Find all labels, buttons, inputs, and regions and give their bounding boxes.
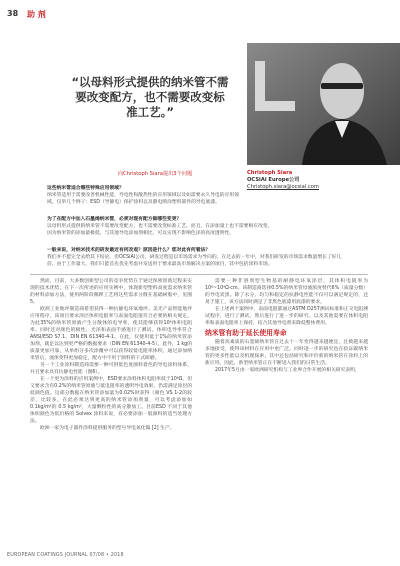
- person-email[interactable]: Christoph.siara@ocsial.com: [247, 184, 319, 190]
- answer-1: 纳米管适用于需要改善机械性能、导电性和散热性的应用领域以及如需要永久导电的应用领域。仅举几个例子：ESD（导静电）保护涂料以及静电喷涂塑料部件的导电底漆。: [47, 192, 239, 205]
- paragraph: 然而，目前，大多数创新型公司的竞争优势在于通过保密创新过程来实现的技术优势。在下一次所述的应用实例中，体现新型塑料高度需求纳米管的材料添加方法，使用两阶段稀释工艺将这些需求分散在基础树脂中，见图5。: [30, 279, 192, 305]
- section-title: 助 剂: [27, 10, 46, 19]
- page-number: 38: [7, 9, 19, 18]
- paragraph: 另一个工业涂料制造商需要一种可供低色度颜料着色的导电涂料体系，并且要求具有抗静电性能（图6）。: [30, 363, 192, 375]
- question-1: 这些纳米管适合哪些特殊应用领域？: [47, 186, 124, 191]
- person-name: Christoph Siara: [247, 170, 293, 176]
- footer: EUROPEAN COATINGS JOURNAL 07/08 • 2018: [7, 553, 124, 558]
- answer-2: 以母料形式提供的纳米管不需要改变配方，也不需要改变标准工艺。而且，在添加量上也不需要相应改变，因为纳米管的添加量极低，与其他导电添加剂相比，可以实现不影响色泽的高度透明性。: [47, 223, 273, 236]
- paragraph: 需要一种非溶剂型生物基的耐静电环氧涂层，其体积电阻率为10⁶~10⁹Ω·cm。该制造商选择0.5%的纳米管母液浓度替代6%（质量分数）的导电炭黑。除了水分，均匀和稳定的抗静电性能不仅可以满足规定的，还易于施工，该方法同时满足了非黑色底漆用底漆的要求。: [205, 279, 368, 305]
- body-column-left: [30, 278, 192, 548]
- question-3: 一般来说，对纳米技术的研发最近有何改观？原因是什么？您对此有何看法？: [47, 248, 211, 253]
- qa-block-2: [47, 217, 277, 237]
- paragraph: 欧洲一家为电子器件涂料提供服务的型号导电氧化镍 [2] 生产。: [40, 426, 175, 431]
- person-card: [247, 170, 319, 191]
- interviewer-line: 向Christoph Siara提出3个问题: [117, 171, 193, 177]
- paragraph: 在上述两个案例中，表面电阻都通过ASTM D257测试标准和正交电阻测试程序，进行了测试，然后进行了进一步的研究。以及其他需要在体积电阻率和表面电阻率上保持，结合其他导电剂来降低整体费用。: [205, 307, 368, 326]
- body-column-right: [205, 278, 368, 548]
- paragraph: 2017年5月由一家欧洲研究机构与工业界合作开展的相关研究表明，: [215, 368, 360, 373]
- portrait-image: [247, 43, 400, 165]
- portrait-photo: [247, 43, 400, 165]
- divider: [30, 274, 368, 275]
- qa-block-3: [47, 248, 347, 268]
- paragraph: 在一个更为涂料的应用案例中，ESD要求涂料体积电阻率低于10⁶Ω，但又要求含有0.2%的纳米管原液与低电阻率的透明导电效果，仍需满足涂层的低颜色值。这部分数据在纳米管添加量为0.02%时获得（颜色 VS 1-2的较差，比较多，在此必须达到更高的纳米管添加剂量，可以考虑添加如0.1kg/m²的 0.5 kg/m²，大量颗粒性的高分散加工。目前ESD 不同于其他体积颜色为低价格的 Solvex 涂料来说，有必要添加一般颜料的适当处理方法。: [30, 377, 192, 424]
- qa-block-1: [47, 186, 239, 206]
- question-2: 为了在配方中加入石墨烯纳米管，必须对现有配方做哪些变更？: [47, 217, 182, 222]
- paragraph: 随着高素质的石墨烯纳米管在过去十一年变得越来越便宜，且被越来越多地接受，使得该材料在应用中更广泛。同时进一步的研究也在验证碳纳米管的更多性能以及机理探索，其中还包括研究和评价新的纳米管在涂料上的新应用。因此，新型纳米管正在不断进入我们的日常生活。: [205, 340, 368, 366]
- answer-3: 我们并不愿完全去给其下结论，但OCSiAl公司，研发过程是以市场需求为导向的。在过去的一年中，对我们研发的市场需求数量增长了好几倍。由于工作量大，我们只能首先优先考虑并发送用于要求最高市场解决方案的项目，其中包括涂料市场。: [47, 254, 342, 267]
- subheading: 纳米管有助于延长使用寿命: [205, 329, 287, 337]
- person-org: OCSiAl Europe公司: [247, 177, 300, 183]
- paragraph: 欧洲工业地坪制造商希望获得一种抗静电环氧地坪。美光产品智能地坪应用程序，该项目要求涂层体积电阻率与表面电阻值符合必要的相关规定。为此35%的纳米管原液产生分散体的电导率，使其能够获得10⁶体积电阻率，同时还对颜色的极性、光泽和表面手感进行了测试，体积电导率符合ANSI/ESD S7.1、DIN EN 61340-4-1。在此，仅使用低于1%的纳米管添加剂，就足以达到更严格的数据要求（DIN EN 61340-4-5）。此外，1 kg的质量更加可靠，从单组分多次涂覆中可以获得较低电阻率体积，通过添加纳米管后，流体变得更加稳定，配方中不用于颜料的干式研磨。: [30, 307, 192, 361]
- pull-quote: “以母料形式提供的纳米管不需要改变配方，也不需要改变标准工艺。”: [71, 75, 229, 119]
